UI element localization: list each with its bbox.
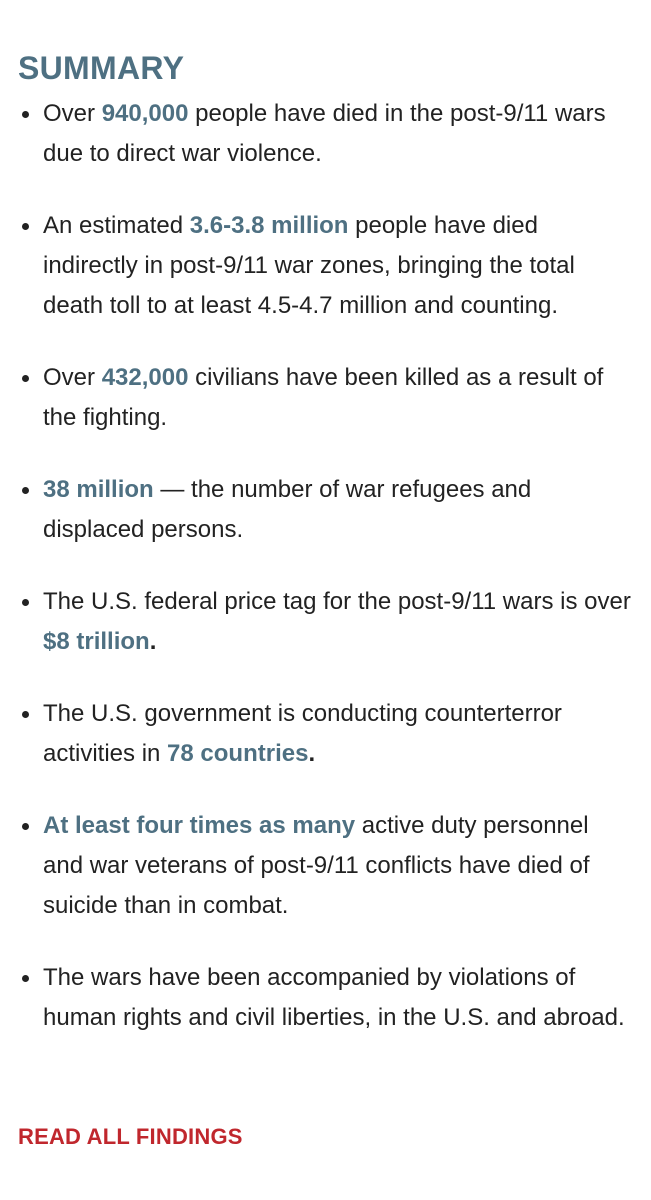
finding-item [18, 206, 633, 326]
finding-item [18, 358, 633, 438]
read-all-findings-link[interactable]: READ ALL FINDINGS [18, 1124, 243, 1149]
summary-title: SUMMARY [18, 50, 185, 86]
finding-text: — the number of war refugees and displaced persons. [43, 476, 532, 543]
bullet-icon [22, 223, 29, 230]
bullet-icon [22, 975, 29, 982]
finding-highlight: 3.6-3.8 million [189, 212, 349, 239]
finding-text: Over [43, 100, 102, 127]
bullet-icon [22, 487, 29, 494]
finding-text: The U.S. federal price tag for the post-9/11 wars is over [43, 588, 631, 615]
bullet-icon [22, 375, 29, 382]
finding-highlight: $8 trillion [43, 628, 150, 655]
bullet-icon [22, 599, 29, 606]
finding-text: The wars have been accompanied by violations of human rights and civil liberties, in the U.S. and abroad. [43, 964, 625, 1031]
finding-text: people have died in the post-9/11 wars due to direct war violence. [43, 100, 606, 167]
finding-item [18, 582, 633, 662]
bullet-icon [22, 823, 29, 830]
finding-item [18, 806, 633, 926]
findings-list [18, 94, 633, 1038]
finding-period: . [149, 628, 157, 655]
bullet-icon [22, 111, 29, 118]
finding-highlight: 38 million [43, 476, 154, 503]
finding-highlight: At least four times as many [43, 812, 356, 839]
finding-item [18, 470, 633, 550]
finding-highlight: 940,000 [101, 100, 189, 127]
finding-text: people have died indirectly in post-9/11 war zones, bringing the total death toll to at least 4.5-4.7 million and counting. [43, 212, 575, 319]
finding-period: . [308, 740, 316, 767]
finding-item [18, 694, 633, 774]
finding-text: civilians have been killed as a result of the fighting. [43, 364, 604, 431]
finding-text: An estimated [43, 212, 190, 239]
finding-highlight: 432,000 [101, 364, 189, 391]
finding-text: The U.S. government is conducting counterterror activities in [43, 700, 562, 767]
finding-text: active duty personnel and war veterans of post-9/11 conflicts have died of suicide than in combat. [43, 812, 590, 919]
bullet-icon [22, 711, 29, 718]
finding-item [18, 958, 633, 1038]
finding-item [18, 94, 633, 174]
finding-highlight: 78 countries [167, 740, 309, 767]
finding-text: Over [43, 364, 102, 391]
